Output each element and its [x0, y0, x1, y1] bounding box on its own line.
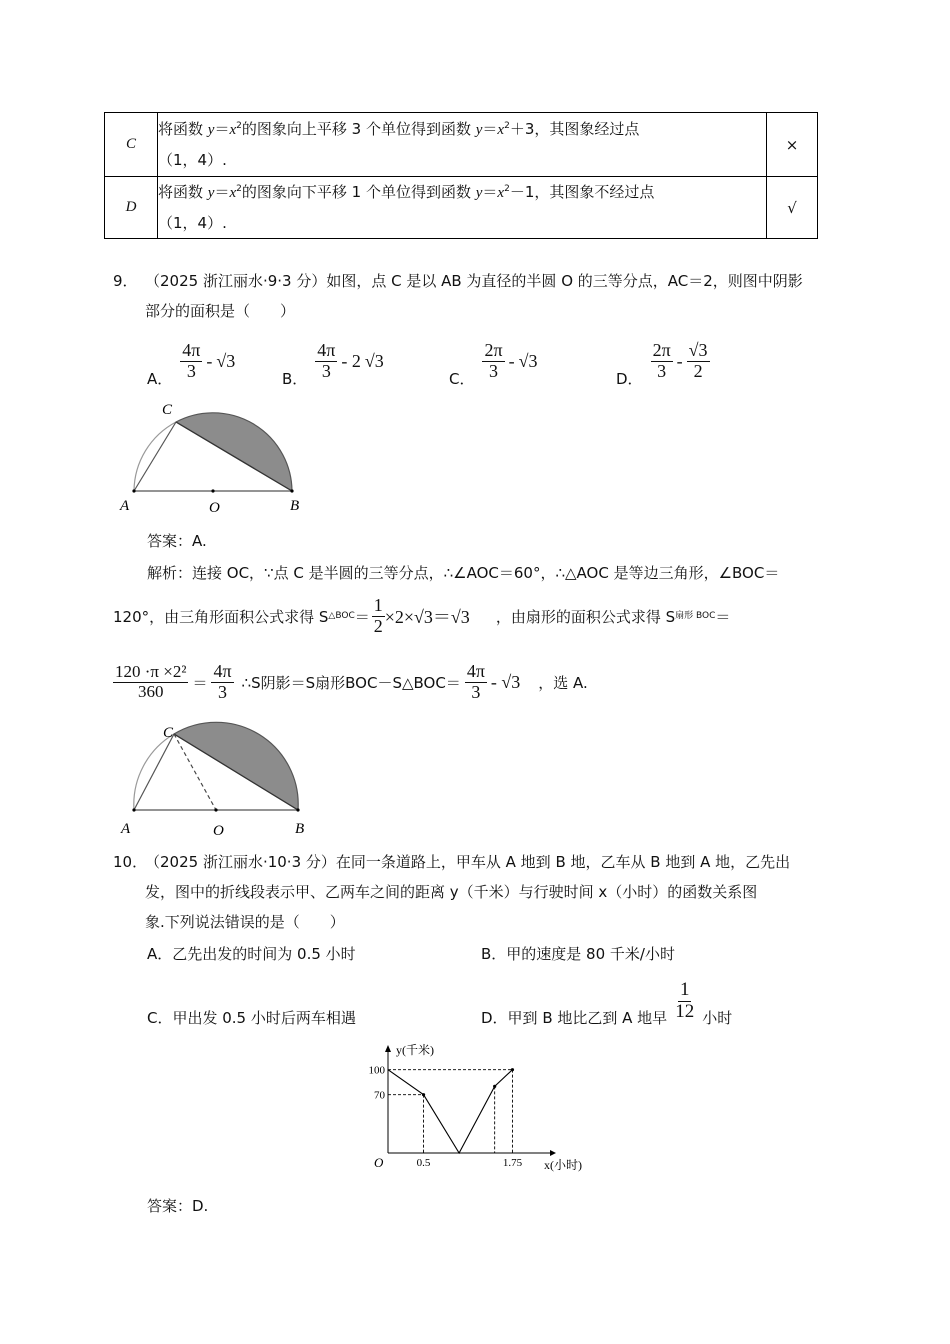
- q9-number: 9．: [113, 272, 138, 290]
- x-axis-label: x(小时): [544, 1158, 582, 1172]
- point-b: [296, 808, 299, 811]
- data-point: [493, 1085, 496, 1088]
- y-axis-arrow: [385, 1045, 391, 1052]
- y-tick-label: 100: [368, 1064, 385, 1077]
- distance-time-chart: [360, 1038, 600, 1178]
- q9-solution-line1: 解析：连接 OC，∵点 C 是半圆的三等分点，∴∠AOC＝60°，∴△AOC 是等边三角形，∠BOC＝: [147, 564, 780, 582]
- q9-choice-d: D． $\frac{2\pi}{3}$ - $\frac{√3}{2}$: [616, 340, 708, 388]
- q9-choice-c: C． $\frac{2\pi}{3}$ - √3: [449, 340, 538, 388]
- y-axis-label: y(千米): [396, 1043, 434, 1057]
- point-o: [214, 808, 217, 811]
- origin-label: O: [374, 1155, 384, 1170]
- q10-choice-d: D．甲到 B 地比乙到 A 地早 $\frac{1}{12}$ 小时: [481, 979, 733, 1027]
- data-point: [422, 1093, 425, 1096]
- label-c: C: [162, 402, 173, 418]
- row-text: 将函数 $y=x^2$的图象向上平移 3 个单位得到函数 $y=x^2+3$，其图象经过点 （1，4）.: [158, 113, 767, 177]
- semicircle-figure-1: [112, 395, 312, 515]
- label-b: B: [295, 821, 305, 837]
- point-a: [132, 489, 135, 492]
- point-a: [132, 808, 135, 811]
- x-tick-label: 0.5: [416, 1157, 431, 1169]
- q10-number: 10．: [113, 853, 148, 871]
- label-a: A: [121, 821, 131, 837]
- q9-answer: 答案：A.: [147, 532, 207, 550]
- label-b: B: [290, 498, 300, 514]
- q9-stem-line1: （2025 浙江丽水·9·3 分）如图，点 C 是以 AB 为直径的半圆 O 的三等分点，AC＝2，则图中阴影: [145, 272, 803, 290]
- row-mark: √: [767, 177, 818, 239]
- q9-solution-line3: $\frac{\text{120 ·π ×2²}}{360}$ ＝ $\frac{4\pi}{3}$ ∴S阴影＝S扇形BOC－S△BOC＝ $\frac{4\pi}{3}$ - √3 ，选 A.: [115, 661, 588, 702]
- q10-choice-c: C．甲出发 0.5 小时后两车相遇: [147, 1009, 356, 1027]
- q9-stem-line2: 部分的面积是（ ）: [145, 302, 296, 320]
- options-table: [104, 112, 818, 239]
- q10-answer: 答案：D.: [147, 1197, 209, 1215]
- row-text: 将函数 $y=x^2$的图象向下平移 1 个单位得到函数 $y=x^2-1$，其图象不经过点 （1，4）.: [158, 177, 767, 239]
- label-a: A: [120, 498, 130, 514]
- chord-ac: [134, 422, 176, 491]
- label-o: O: [209, 500, 220, 515]
- semicircle-figure-2: [112, 718, 312, 838]
- q9-choice-b: B． $\frac{4\pi}{3}$ - 2 √3: [282, 340, 384, 388]
- q10-stem-line2: 发，图中的折线段表示甲、乙两车之间的距离 y（千米）与行驶时间 x（小时）的函数关系图: [145, 883, 758, 901]
- q10-stem-line1: （2025 浙江丽水·10·3 分）在同一条道路上，甲车从 A 地到 B 地，乙车从 B 地到 A 地，乙先出: [145, 853, 791, 871]
- q10-choice-a: A．乙先出发的时间为 0.5 小时: [147, 945, 356, 963]
- label-c: C: [163, 725, 174, 741]
- shaded-region: [176, 413, 292, 491]
- point-o: [211, 489, 214, 492]
- shaded-region: [174, 722, 298, 810]
- x-axis-arrow: [550, 1150, 556, 1156]
- q9-choice-a: A． $\frac{4\pi}{3}$ - √3: [147, 340, 236, 388]
- q10-stem-line3: 象.下列说法错误的是（ ）: [145, 913, 345, 931]
- point-b: [290, 489, 293, 492]
- label-o: O: [213, 823, 224, 838]
- table-row: [105, 113, 818, 177]
- x-tick-label: 1.75: [502, 1157, 523, 1169]
- row-mark: ×: [767, 113, 818, 177]
- q10-choice-b: B．甲的速度是 80 千米/小时: [481, 945, 675, 963]
- data-point: [511, 1068, 514, 1071]
- series-line: [388, 1070, 512, 1153]
- table-row: [105, 177, 818, 239]
- row-letter: C: [105, 113, 158, 177]
- row-letter: D: [105, 177, 158, 239]
- y-tick-label: 70: [374, 1089, 385, 1102]
- q9-solution-line2: 120°，由三角形面积公式求得 S △BOC ＝ $\frac{1}{2}$ ×2×√3＝√3 ，由扇形的面积公式求得 S 扇形 BOC ＝: [113, 595, 731, 636]
